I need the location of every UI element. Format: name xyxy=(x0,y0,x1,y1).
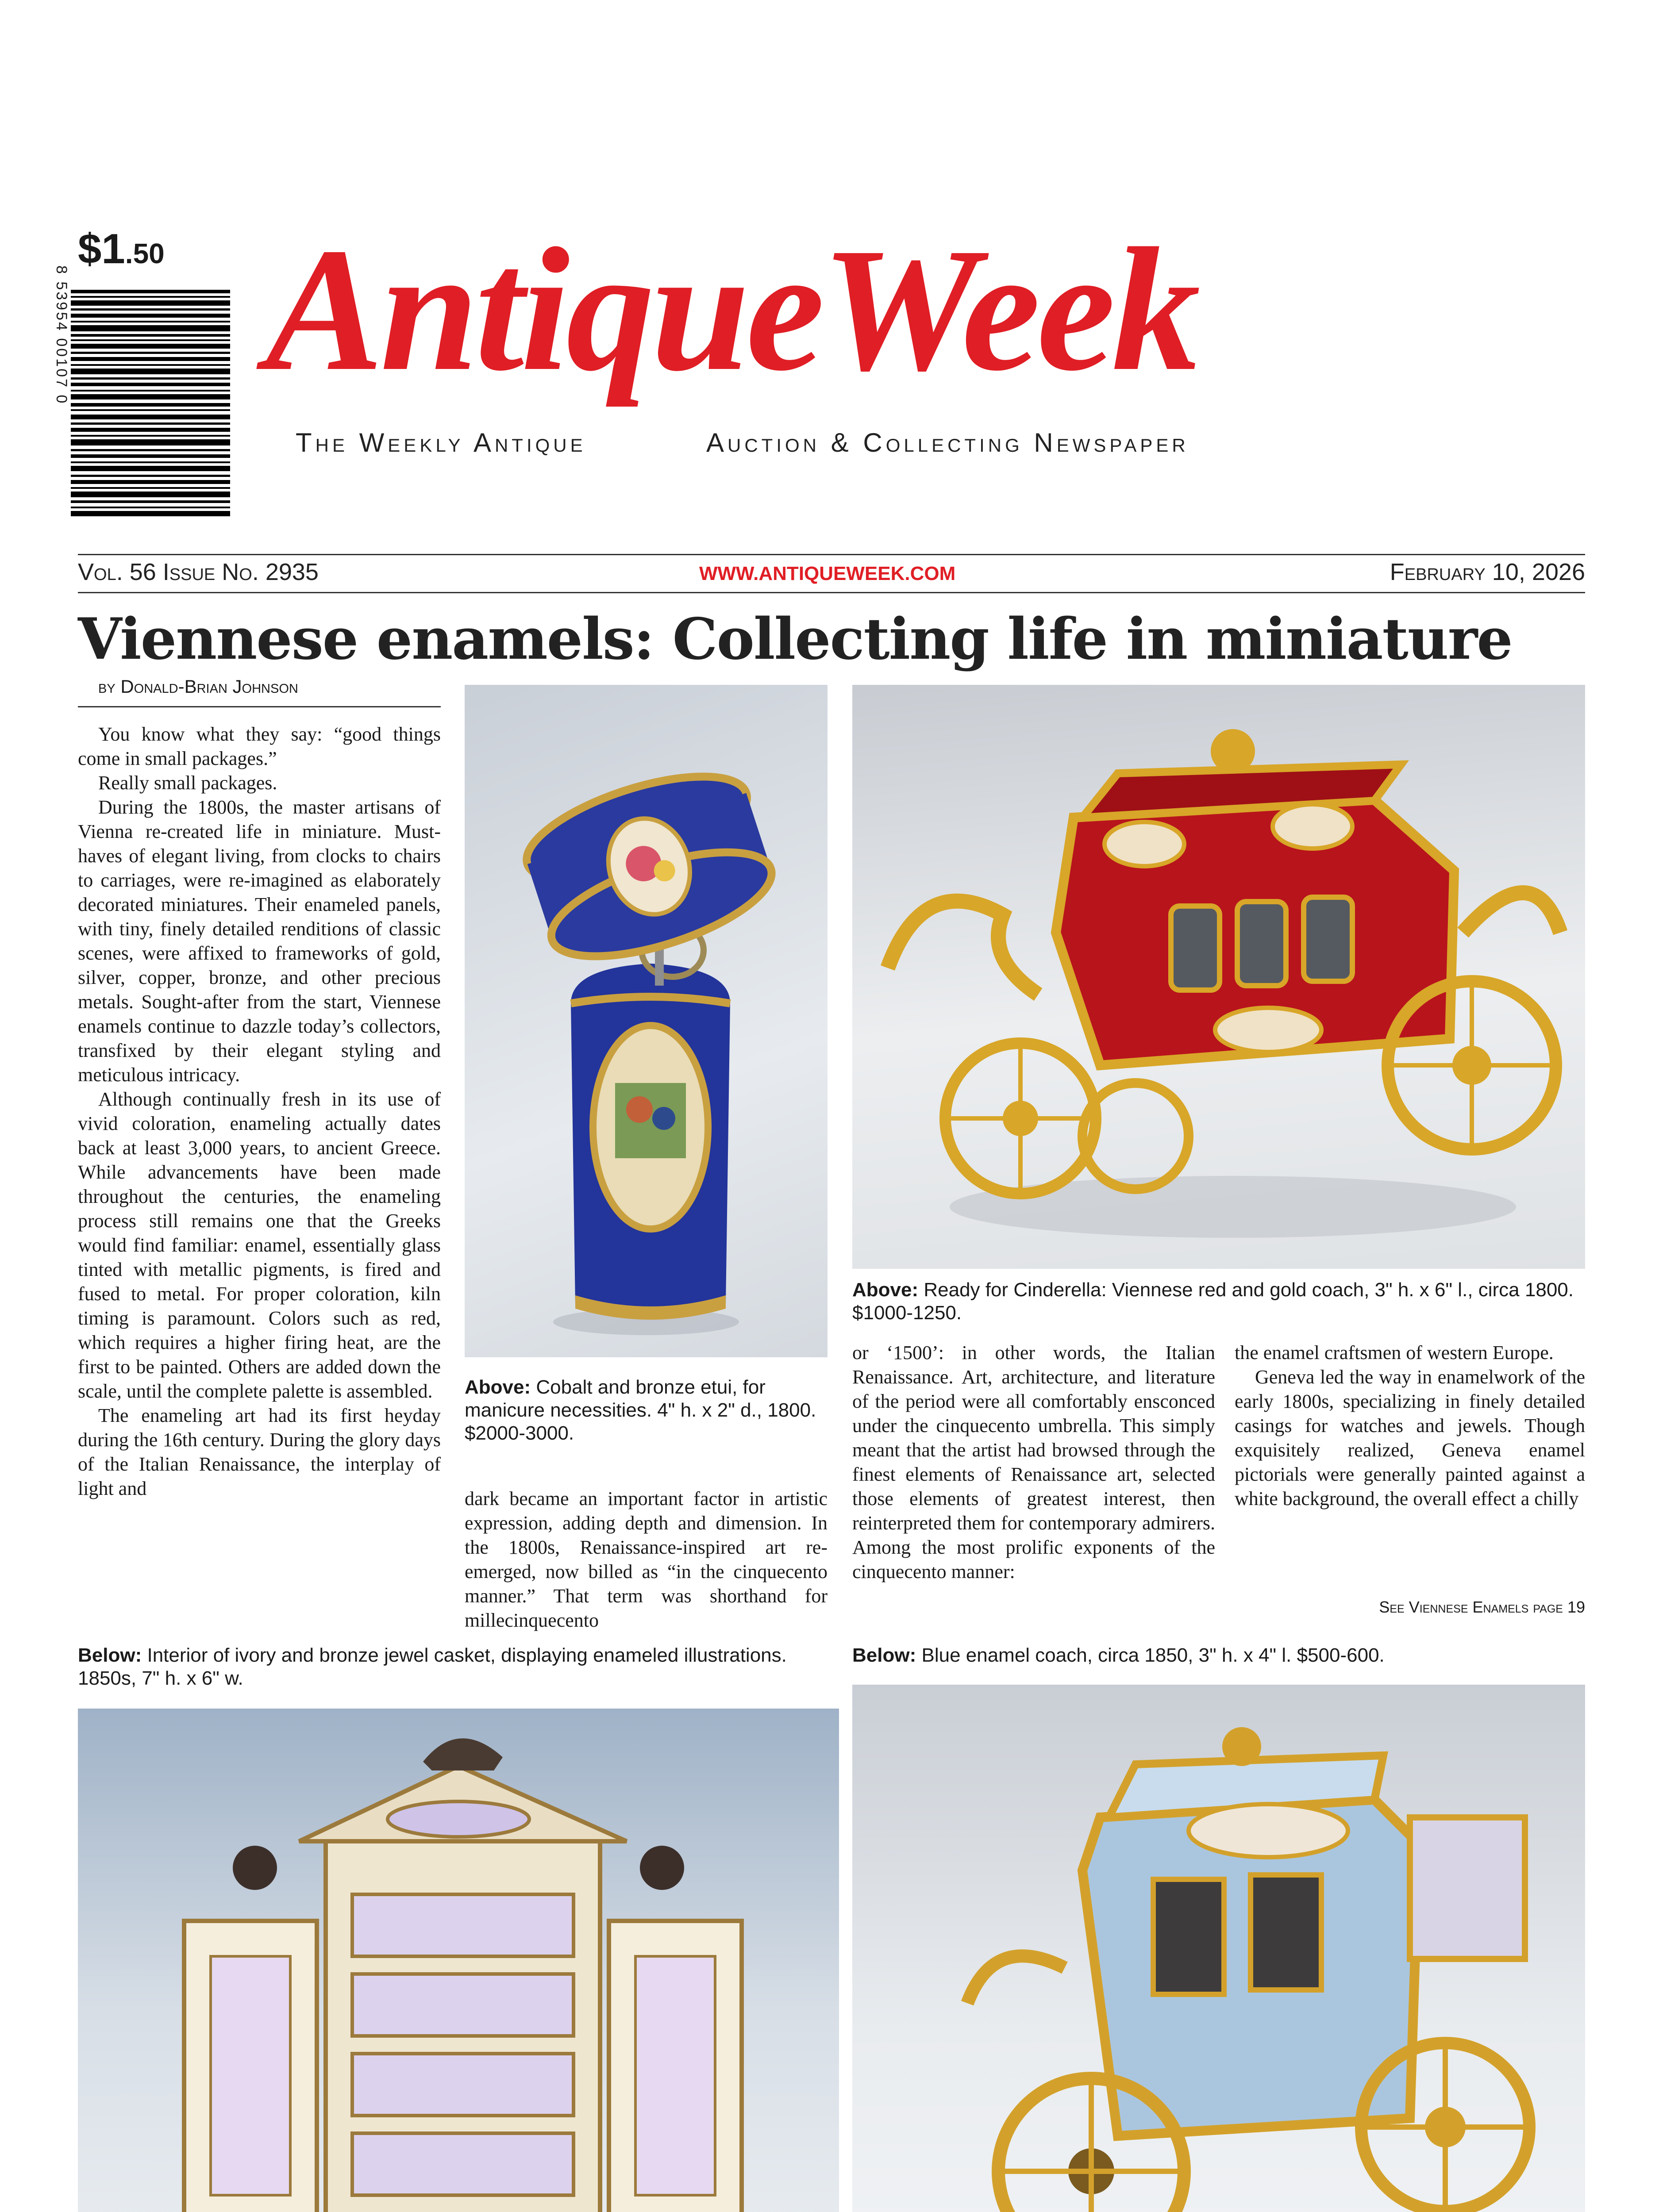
paragraph: the enamel craftsmen of western Europe. xyxy=(1235,1342,1554,1363)
tagline-right: Auction & Collecting Newspaper xyxy=(706,428,1189,457)
paragraph: You know what they say: “good things come in small packages.” xyxy=(78,723,441,769)
paragraph: The enameling art had its first heyday during the 16th century. During the glory days of the Italian Renaissance, the interplay of light and xyxy=(78,1405,441,1499)
article-column-3 xyxy=(852,1340,1215,1632)
issue-rule-top xyxy=(78,554,1585,555)
casket-caption: Below: Interior of ivory and bronze jewel casket, displaying enameled illustrations. 1850s, 7" h. x 6" w. xyxy=(78,1644,787,1689)
red-coach-caption: Above: Ready for Cinderella: Viennese red and gold coach, 3" h. x 6" l., circa 1800. $1000-1250. xyxy=(852,1279,1574,1324)
etui-illustration xyxy=(465,685,828,1357)
paragraph: During the 1800s, the master artisans of Vienna re-created life in miniature. Must-haves of elegant living, from clocks to chairs to carriages, were re-imagined as elaborately decorated miniatures. Their enameled panels, with tiny, finely detailed renditions of classic scenes, were affixed to frameworks of gold, silver, copper, bronze, and other precious metals. Sought-after from the start, Viennese enamels continue to dazzle today’s collectors, transfixed by their elegant styling and meticulous intricacy. xyxy=(78,796,441,1086)
continued-jump-line[interactable]: See Viennese Enamels page 19 xyxy=(1379,1598,1585,1616)
paragraph: Really small packages. xyxy=(98,772,277,794)
article-column-1 xyxy=(78,722,441,1624)
issue-rule-bottom xyxy=(78,592,1585,593)
blue-coach-photo xyxy=(852,1685,1585,2212)
issue-date: February 10, 2026 xyxy=(1390,559,1585,585)
blue-coach-illustration xyxy=(852,1685,1585,2212)
website-link[interactable]: WWW.ANTIQUEWEEK.COM xyxy=(699,563,956,584)
article-column-2 xyxy=(465,1486,828,1632)
masthead-title: AntiqueWeek xyxy=(266,211,1197,407)
red-coach-illustration xyxy=(852,685,1585,1269)
paragraph: Geneva led the way in enamelwork of the early 1800s, specializing in finely detailed casings for watches and jewels. Though exquisitely realized, Geneva enamel pictorials were generally painted against a white background, the overall effect a chilly xyxy=(1235,1366,1585,1509)
paragraph: or ‘1500’: in other words, the Italian Renaissance. Art, architecture, and literature of the period were all comfortably ensconced under the cinquecento umbrella. This simply meant that the artist had browsed through the finest elements of Renaissance art, selected those elements of greatest interest, then reinterpreted them for contemporary admirers. Among the most prolific exponents of the cinquecento manner: xyxy=(852,1342,1215,1582)
tagline-left: The Weekly Antique xyxy=(296,428,586,457)
etui-caption: Above: Cobalt and bronze etui, for manicure necessities. 4" h. x 2" d., 1800. $2000-3000. xyxy=(465,1376,816,1444)
casket-illustration xyxy=(78,1709,839,2212)
red-coach-photo xyxy=(852,685,1585,1269)
etui-photo xyxy=(465,685,828,1357)
article-column-4 xyxy=(1235,1340,1585,1562)
barcode-number: 8 53954 00107 0 xyxy=(53,265,70,405)
issue-volume: Vol. 56 Issue No. 2935 xyxy=(78,559,319,585)
byline-rule xyxy=(78,706,441,707)
barcode-icon xyxy=(71,290,230,520)
blue-coach-caption: Below: Blue enamel coach, circa 1850, 3" h. x 4" l. $500-600. xyxy=(852,1644,1385,1666)
casket-photo xyxy=(78,1709,839,2212)
paragraph: dark became an important factor in artistic expression, adding depth and dimension. In the 1800s, Renaissance-inspired art re-emerged, now billed as “in the cinquecento manner.” That term was shorthand for millecinquecento xyxy=(465,1488,828,1631)
article-headline: Viennese enamels: Collecting life in miniature xyxy=(78,606,1512,672)
cover-price: $1.50 xyxy=(78,225,165,273)
paragraph: Although continually fresh in its use of vivid coloration, enameling actually dates back at least 3,000 years, to ancient Greece. While advancements have been made throughout the centuries, the enameling process still remains one that the Greeks would find familiar: enamel, essentially glass tinted with metallic pigments, is fired and fused to metal. For proper coloration, kiln timing is paramount. Colors such as red, which requires a higher firing heat, are the first to be painted. Others are added down the scale, until the complete palette is assembled. xyxy=(78,1088,441,1402)
article-byline: by Donald-Brian Johnson xyxy=(98,676,298,697)
